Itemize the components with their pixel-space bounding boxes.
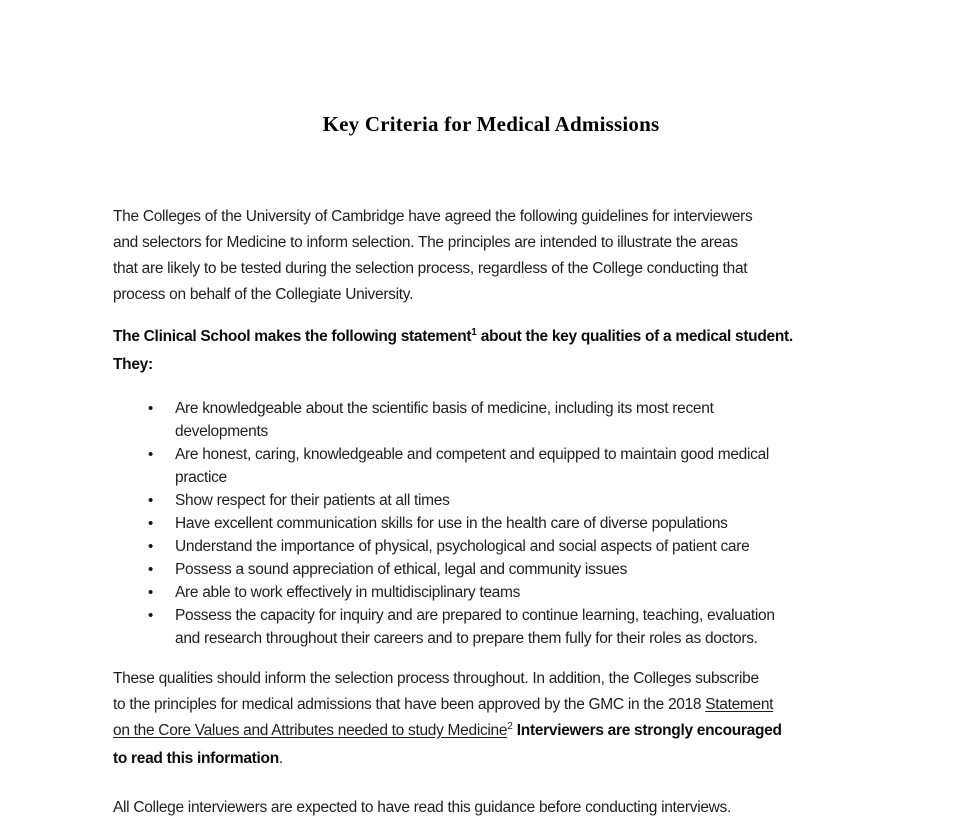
text-line (113, 666, 869, 692)
bullet-icon: • (148, 400, 153, 417)
text-run: to the principles for medical admissions that have been approved by the GMC in the 2018 (113, 696, 706, 713)
text-line (113, 795, 869, 821)
intro-paragraph (113, 204, 869, 308)
text-run: Understand the importance of physical, psychological and social aspects of patient care (175, 538, 750, 555)
text-line (175, 420, 869, 443)
text-run: These qualities should inform the selection process throughout. In addition, the Colleges subscribe (113, 670, 759, 687)
bullet-text (175, 535, 869, 558)
text-line (175, 604, 869, 627)
text-run: and selectors for Medicine to inform selection. The principles are intended to illustrate the areas (113, 234, 738, 251)
text-run: . (278, 750, 283, 767)
statement-paragraph (113, 324, 869, 378)
text-run: practice (175, 469, 227, 486)
bullet-text (175, 604, 869, 650)
quality-list-item (113, 581, 869, 604)
bullet-icon: • (148, 561, 153, 578)
text-line (113, 692, 869, 718)
page-title: Key Criteria for Medical Admissions (322, 112, 660, 136)
text-line (113, 352, 869, 378)
text-run: Possess the capacity for inquiry and are prepared to continue learning, teaching, evaluation (175, 607, 775, 624)
bullet-icon: • (148, 538, 153, 555)
text-line (175, 512, 869, 535)
text-run: that are likely to be tested during the selection process, regardless of the College conducting that (113, 260, 748, 277)
text-run: Show respect for their patients at all times (175, 492, 450, 509)
text-run: Have excellent communication skills for use in the health care of diverse populations (175, 515, 728, 532)
bullet-icon: • (148, 446, 153, 463)
footnote-ref-1: 1 (471, 327, 477, 338)
quality-list-item (113, 443, 869, 489)
bullet-text (175, 443, 869, 489)
text-line (175, 558, 869, 581)
quality-list-item (113, 397, 869, 443)
text-run: to read this information (113, 750, 279, 767)
closing-paragraph (113, 666, 869, 772)
text-run: and research throughout their careers and to prepare them fully for their roles as doctors. (175, 630, 758, 647)
text-run: process on behalf of the Collegiate University. (113, 286, 414, 303)
text-run: Are able to work effectively in multidisciplinary teams (175, 584, 521, 601)
text-line (113, 204, 869, 230)
text-run: Interviewers are strongly encouraged (516, 722, 782, 739)
qualities-list (113, 397, 869, 650)
text-run: Are knowledgeable about the scientific basis of medicine, including its most recent (175, 400, 714, 417)
clipped-next-line (113, 795, 869, 821)
text-run: about the key qualities of a medical student. (476, 328, 793, 345)
text-run: Possess a sound appreciation of ethical, legal and community issues (175, 561, 628, 578)
text-line (175, 443, 869, 466)
footnote-ref-2: 2 (507, 721, 513, 732)
bullet-icon: • (148, 515, 153, 532)
quality-list-item (113, 604, 869, 650)
bullet-icon: • (148, 492, 153, 509)
quality-list-item (113, 489, 869, 512)
text-run: Are honest, caring, knowledgeable and competent and equipped to maintain good medical (175, 446, 770, 463)
text-line (175, 489, 869, 512)
bullet-text (175, 558, 869, 581)
text-line (175, 627, 869, 650)
bullet-text (175, 581, 869, 604)
bullet-text (175, 512, 869, 535)
bullet-icon: • (148, 607, 153, 624)
quality-list-item (113, 535, 869, 558)
text-line (113, 256, 869, 282)
bullet-icon: • (148, 584, 153, 601)
text-line (175, 466, 869, 489)
text-line (113, 718, 869, 746)
text-line (113, 230, 869, 256)
bullet-text (175, 397, 869, 443)
text-line (113, 282, 869, 308)
text-run: The Clinical School makes the following statement (113, 328, 472, 345)
quality-list-item (113, 512, 869, 535)
text-run: All College interviewers are expected to have read this guidance before conducting interviews. (113, 799, 732, 816)
quality-list-item (113, 558, 869, 581)
text-line (175, 397, 869, 420)
text-run: They: (113, 356, 153, 373)
text-line (175, 535, 869, 558)
bullet-text (175, 489, 869, 512)
text-line (113, 324, 869, 352)
document-content (113, 0, 869, 821)
text-line (113, 746, 869, 772)
core-values-statement-link[interactable]: Statement (705, 696, 774, 713)
text-run: The Colleges of the University of Cambridge have agreed the following guidelines for interviewers (113, 208, 753, 225)
text-run: developments (175, 423, 268, 440)
core-values-statement-link[interactable]: on the Core Values and Attributes needed to study Medicine (113, 722, 508, 739)
text-line (175, 581, 869, 604)
